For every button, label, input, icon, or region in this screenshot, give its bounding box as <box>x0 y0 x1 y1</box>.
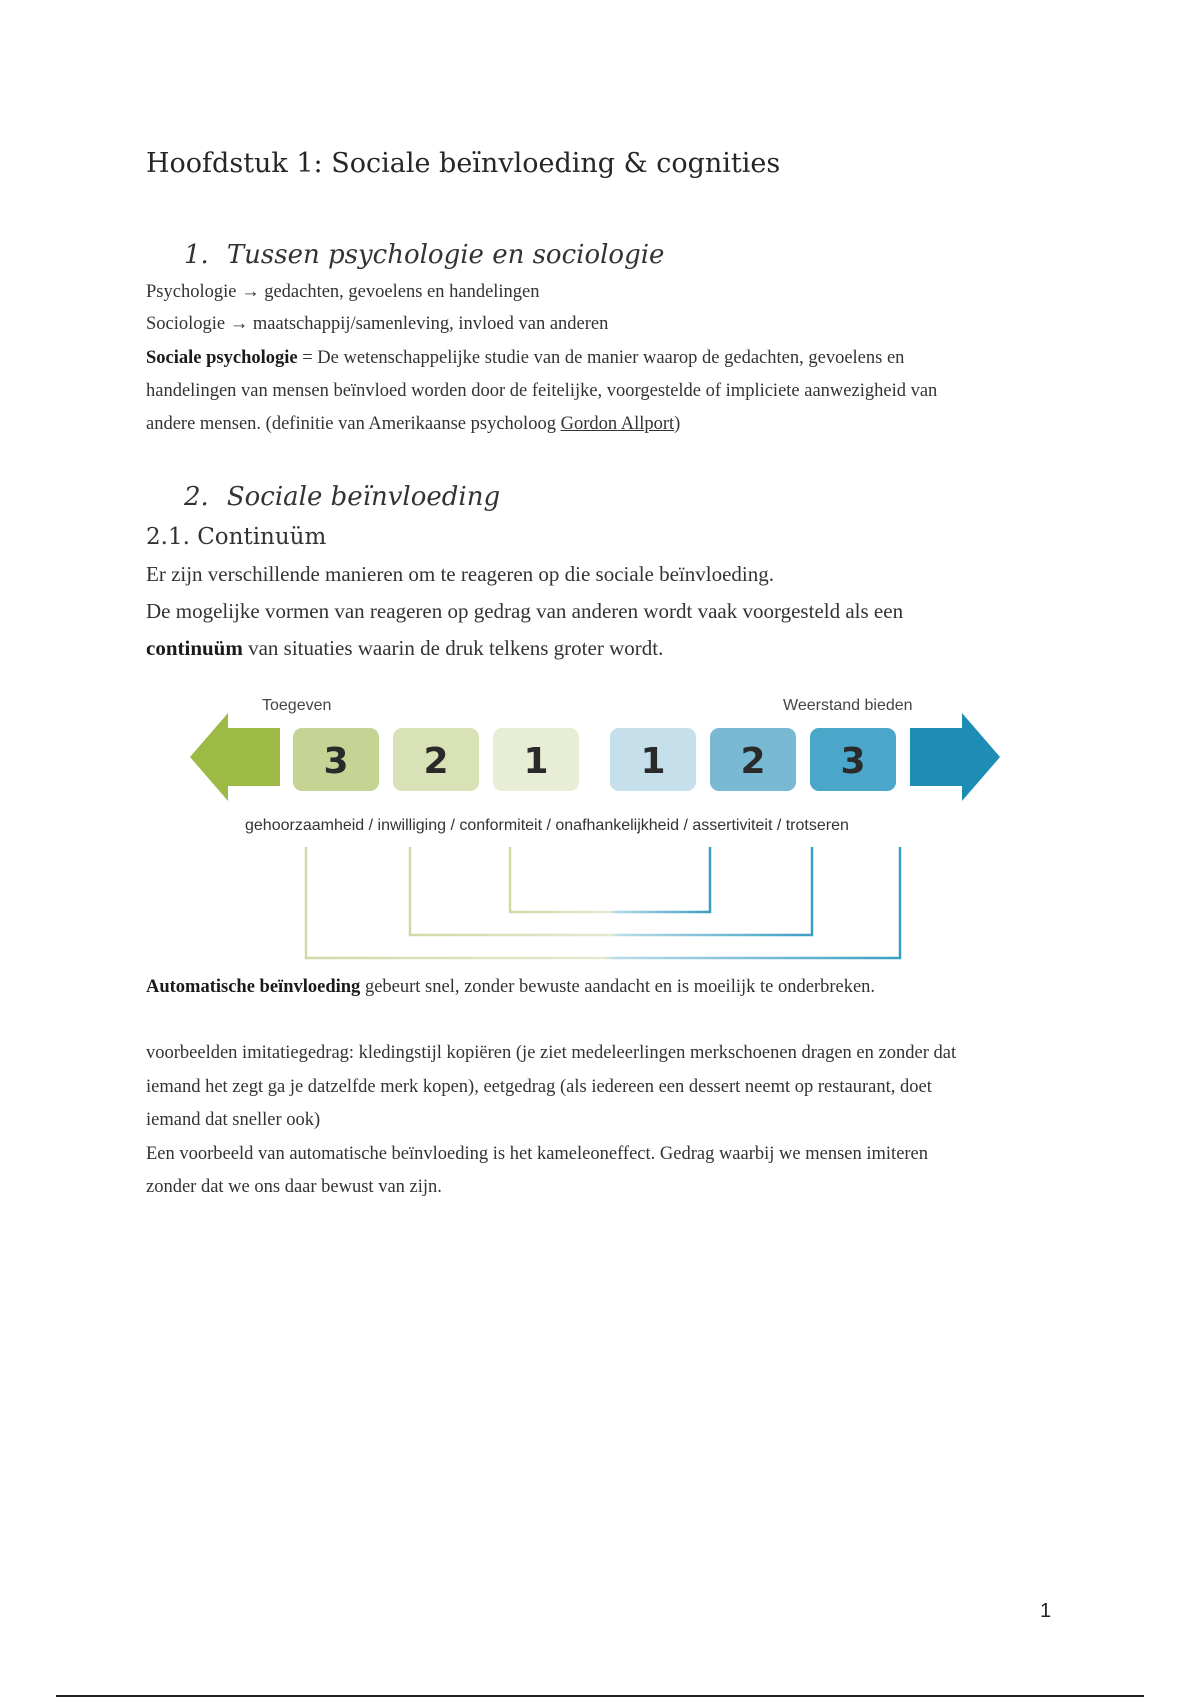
definition-text-1: = De wetenschappelijke studie van de manier waarop de gedachten, gevoelens en <box>297 348 905 368</box>
continuum-line-2: De mogelijke vormen van reageren op gedrag van anderen wordt vaak voorgesteld als een <box>146 599 904 623</box>
footer-divider <box>56 1695 1144 1697</box>
definition-term: Sociale psychologie <box>146 348 298 368</box>
section-1-title: Tussen psychologie en sociologie <box>226 240 665 270</box>
psychology-line: Psychologie → gedachten, gevoelens en handelingen <box>146 282 540 302</box>
definition-line-2: handelingen van mensen beïnvloed worden door de feitelijke, voorgestelde of impliciete aanwezigheid van <box>146 381 938 401</box>
example-line-1: voorbeelden imitatiegedrag: kledingstijl kopiëren (je ziet medeleerlingen merkschoenen dragen en zonder dat <box>146 1043 957 1063</box>
box-label-3: 1 <box>523 741 549 782</box>
definition-text-3: andere mensen. (definitie van Amerikaanse psycholoog <box>146 414 561 434</box>
right-arrow-icon <box>910 713 1000 801</box>
sociology-line: Sociologie → maatschappij/samenleving, invloed van anderen <box>146 314 609 334</box>
example-line-5: zonder dat we ons daar bewust van zijn. <box>146 1177 442 1197</box>
box-label-1: 3 <box>323 741 349 782</box>
section-2-heading <box>184 482 500 512</box>
box-label-2: 2 <box>423 741 449 782</box>
box-label-4: 1 <box>640 741 666 782</box>
continuum-text: van situaties waarin de druk telkens groter wordt. <box>242 636 664 660</box>
section-2-title: Sociale beïnvloeding <box>226 482 501 512</box>
example-line-4: Een voorbeeld van automatische beïnvloeding is het kameleoneffect. Gedrag waarbij we mensen imiteren <box>146 1144 929 1164</box>
definition-line-3 <box>146 414 680 435</box>
continuum-scale-label: gehoorzaamheid / inwilliging / conformiteit / onafhankelijkheid / assertiviteit / trotseren <box>245 817 849 834</box>
example-line-2: iemand het zegt ga je datzelfde merk kopen), eetgedrag (als iedereen een dessert neemt op restaurant, doet <box>146 1077 932 1097</box>
section-1-number: 1. <box>184 240 209 270</box>
automatic-influence-line <box>146 977 875 998</box>
definition-line-1 <box>146 348 904 369</box>
bracket-inner <box>510 847 710 912</box>
bracket-middle <box>410 847 812 935</box>
left-label: Toegeven <box>262 697 332 714</box>
section-2-number: 2. <box>184 482 209 512</box>
chapter-title: Hoofdstuk 1: Sociale beïnvloeding & cognities <box>146 148 781 179</box>
automatic-influence-text: gebeurt snel, zonder bewuste aandacht en is moeilijk te onderbreken. <box>360 977 876 997</box>
subsection-heading: 2.1. Continuüm <box>146 524 327 550</box>
left-arrow-icon <box>190 713 280 801</box>
box-label-6: 3 <box>840 741 866 782</box>
continuum-line-3 <box>146 636 663 661</box>
definition-text-3-end: ) <box>674 414 681 434</box>
gordon-allport-link[interactable]: Gordon Allport <box>560 414 675 434</box>
automatic-influence-term: Automatische beïnvloeding <box>146 977 361 997</box>
continuum-diagram <box>190 690 1010 960</box>
example-line-3: iemand dat sneller ook) <box>146 1110 321 1130</box>
page-number: 1 <box>1040 1600 1052 1622</box>
continuum-term: continuüm <box>146 636 243 660</box>
box-label-5: 2 <box>740 741 766 782</box>
section-1-heading <box>184 240 664 270</box>
right-label: Weerstand bieden <box>783 697 913 714</box>
continuum-line-1: Er zijn verschillende manieren om te reageren op die sociale beïnvloeding. <box>146 562 775 586</box>
